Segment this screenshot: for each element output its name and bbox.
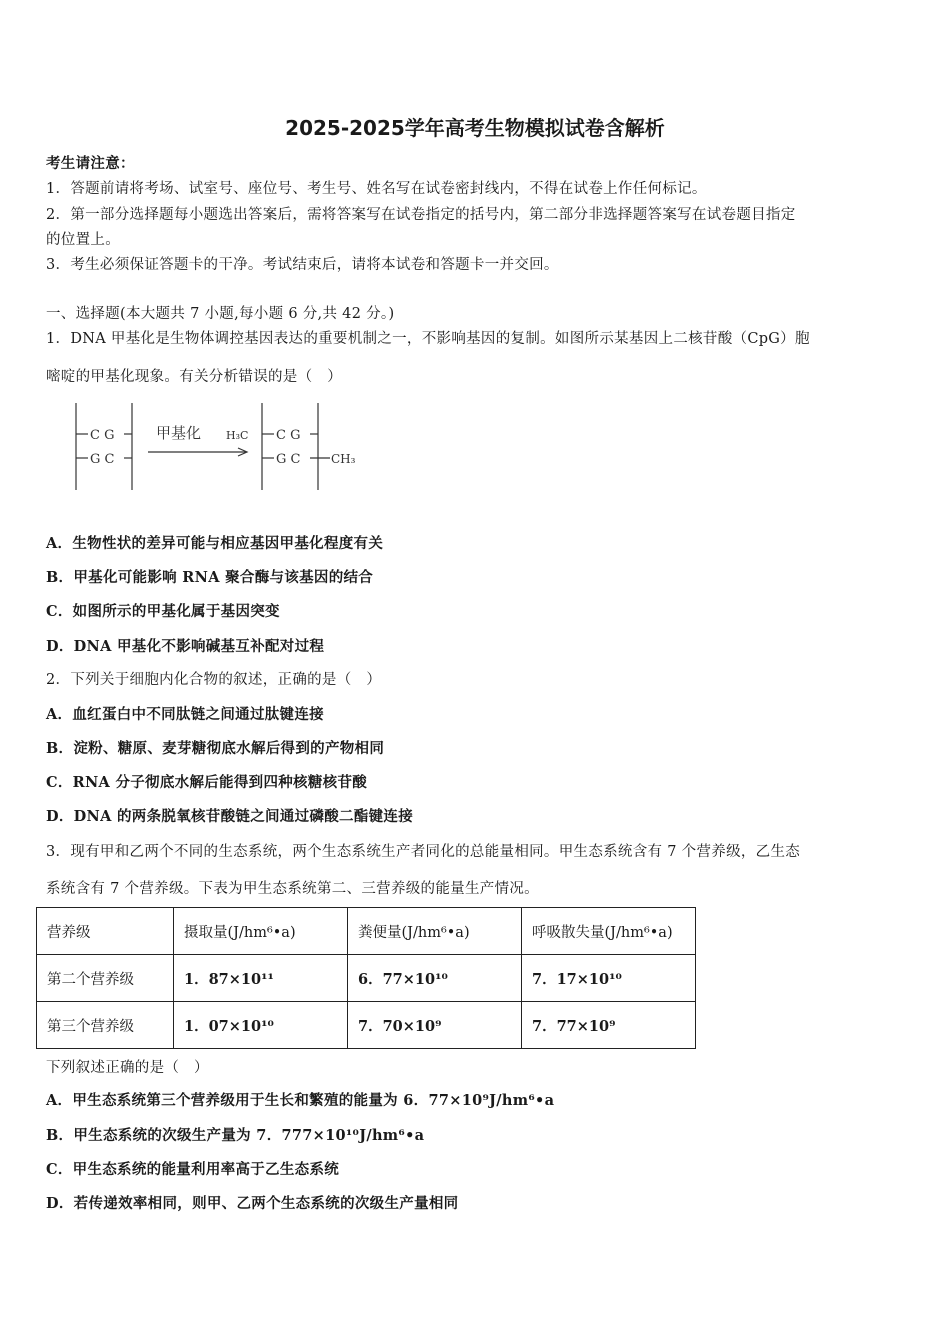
table-cell: 第二个营养级 <box>37 955 174 1002</box>
question-3-option-c: C．甲生态系统的能量利用率高于乙生态系统 <box>46 1161 340 1178</box>
question-3-stem: 3．现有甲和乙两个不同的生态系统，两个生态系统生产者同化的总能量相同。甲生态系统含有 7 个营养级，乙生态 <box>46 844 801 860</box>
dna-methylation-diagram <box>66 398 376 498</box>
table-cell: 7．77×10⁹ <box>522 1002 696 1049</box>
question-1-option-d: D．DNA 甲基化不影响碱基互补配对过程 <box>46 638 325 655</box>
methylation-label: 甲基化 <box>156 424 202 442</box>
question-3-stem: 系统含有 7 个营养级。下表为甲生态系统第二、三营养级的能量生产情况。 <box>46 881 539 897</box>
ch3-left-label: H₃C <box>226 429 249 442</box>
question-2-stem: 2．下列关于细胞内化合物的叙述，正确的是（ ） <box>46 672 382 688</box>
question-3-prompt: 下列叙述正确的是（ ） <box>46 1060 209 1076</box>
table-row <box>37 1002 696 1049</box>
table-row <box>37 955 696 1002</box>
right-top-bases: C G <box>276 428 301 443</box>
question-3-option-d: D．若传递效率相同，则甲、乙两个生态系统的次级生产量相同 <box>46 1195 459 1212</box>
table-cell: 第三个营养级 <box>37 1002 174 1049</box>
table-cell: 7．17×10¹⁰ <box>522 955 696 1002</box>
table-header-cell: 摄取量(J/hm⁶•a) <box>174 908 348 955</box>
question-2-option-c: C．RNA 分子彻底水解后能得到四种核糖核苷酸 <box>46 774 368 791</box>
section-heading: 一、选择题(本大题共 7 小题,每小题 6 分,共 42 分。) <box>46 306 395 322</box>
question-3-option-a: A．甲生态系统第三个营养级用于生长和繁殖的能量为 6．77×10⁹J/hm⁶•a <box>46 1092 555 1109</box>
right-bottom-bases: G C <box>276 452 301 467</box>
question-2-option-a: A．血红蛋白中不同肽链之间通过肽键连接 <box>46 706 324 723</box>
notice-item: 的位置上。 <box>46 232 120 248</box>
question-1-option-a: A．生物性状的差异可能与相应基因甲基化程度有关 <box>46 535 384 552</box>
notice-heading: 考生请注意： <box>46 155 135 172</box>
table-cell: 6．77×10¹⁰ <box>348 955 522 1002</box>
left-bottom-bases: G C <box>90 452 115 467</box>
left-top-bases: C G <box>90 428 115 443</box>
energy-table <box>36 907 696 1049</box>
question-2-option-d: D．DNA 的两条脱氧核苷酸链之间通过磷酸二酯键连接 <box>46 808 413 825</box>
table-cell: 7．70×10⁹ <box>348 1002 522 1049</box>
question-1-option-b: B．甲基化可能影响 RNA 聚合酶与该基因的结合 <box>46 569 374 586</box>
table-header-cell: 呼吸散失量(J/hm⁶•a) <box>522 908 696 955</box>
question-1-stem: 1．DNA 甲基化是生物体调控基因表达的重要机制之一，不影响基因的复制。如图所示某基因上二核苷酸（CpG）胞 <box>46 331 810 347</box>
notice-item: 3．考生必须保证答题卡的干净。考试结束后，请将本试卷和答题卡一并交回。 <box>46 257 559 273</box>
table-header-row <box>37 908 696 955</box>
table-header-cell: 粪便量(J/hm⁶•a) <box>348 908 522 955</box>
table-cell: 1．87×10¹¹ <box>174 955 348 1002</box>
ch3-right-label: CH₃ <box>331 452 356 466</box>
question-1-option-c: C．如图所示的甲基化属于基因突变 <box>46 603 280 620</box>
page-title: 2025-2025学年高考生物模拟试卷含解析 <box>285 116 665 140</box>
question-1-stem: 嘧啶的甲基化现象。有关分析错误的是（ ） <box>46 369 342 385</box>
notice-item: 1．答题前请将考场、试室号、座位号、考生号、姓名写在试卷密封线内，不得在试卷上作任何标记。 <box>46 181 707 197</box>
question-3-option-b: B．甲生态系统的次级生产量为 7．777×10¹⁰J/hm⁶•a <box>46 1127 425 1144</box>
table-header-cell: 营养级 <box>37 908 174 955</box>
notice-item: 2．第一部分选择题每小题选出答案后，需将答案写在试卷指定的括号内，第二部分非选择题答案写在试卷题目指定 <box>46 207 796 223</box>
question-2-option-b: B．淀粉、糖原、麦芽糖彻底水解后得到的产物相同 <box>46 740 385 757</box>
table-cell: 1．07×10¹⁰ <box>174 1002 348 1049</box>
